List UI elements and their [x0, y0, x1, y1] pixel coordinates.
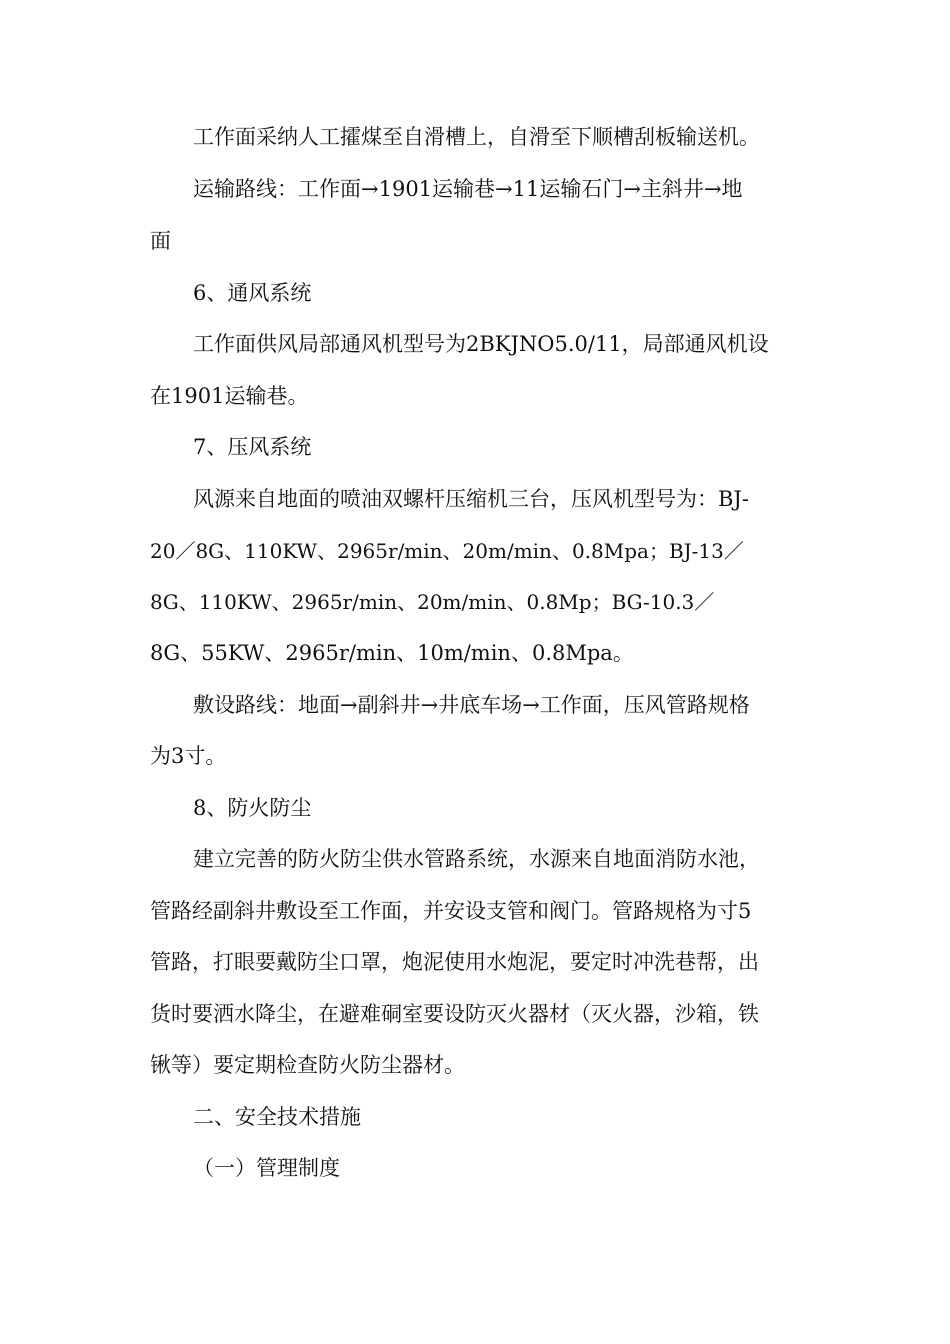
paragraph-line: 运输路线：工作面→1901运输巷→11运输石门→主斜井→地	[193, 177, 743, 201]
section-heading: 7、压风系统	[193, 435, 312, 459]
section-heading: 二、安全技术措施	[193, 1105, 361, 1129]
paragraph-line: 敷设路线：地面→副斜井→井底车场→工作面，压风管路规格	[193, 693, 750, 717]
paragraph-line: 工作面采纳人工攉煤至自滑槽上，自滑至下顺槽刮板输送机。	[193, 125, 760, 149]
paragraph-line: 建立完善的防火防尘供水管路系统，水源来自地面消防水池，	[193, 847, 760, 871]
paragraph-line: 工作面供风局部通风机型号为2BKJNO5.0/11，局部通风机设	[193, 332, 769, 356]
subsection-heading: （一）管理制度	[193, 1156, 340, 1180]
paragraph-line: 管路经副斜井敷设至工作面，并安设支管和阀门。管路规格为寸5	[150, 899, 752, 923]
section-heading: 6、通风系统	[193, 281, 312, 305]
paragraph-line: 风源来自地面的喷油双螺杆压缩机三台，压风机型号为：BJ-	[193, 487, 749, 511]
paragraph-line: 锹等）要定期检查防火防尘器材。	[150, 1053, 465, 1077]
paragraph-line: 8G、55KW、2965r/min、10m/min、0.8Mpa。	[150, 641, 634, 665]
paragraph-line: 货时要洒水降尘，在避难硐室要设防灭火器材（灭火器，沙箱，铁	[150, 1002, 759, 1026]
section-heading: 8、防火防尘	[193, 796, 312, 820]
paragraph-line: 为3寸。	[150, 744, 227, 768]
paragraph-line: 20／8G、110KW、2965r/min、20m/min、0.8Mpa；BJ-13／	[150, 539, 744, 563]
paragraph-line: 面	[150, 229, 171, 253]
paragraph-line: 管路，打眼要戴防尘口罩，炮泥使用水炮泥，要定时冲洗巷帮，出	[150, 950, 759, 974]
paragraph-line: 在1901运输巷。	[150, 384, 309, 408]
paragraph-line: 8G、110KW、2965r/min、20m/min、0.8Mp；BG-10.3／	[150, 590, 715, 614]
